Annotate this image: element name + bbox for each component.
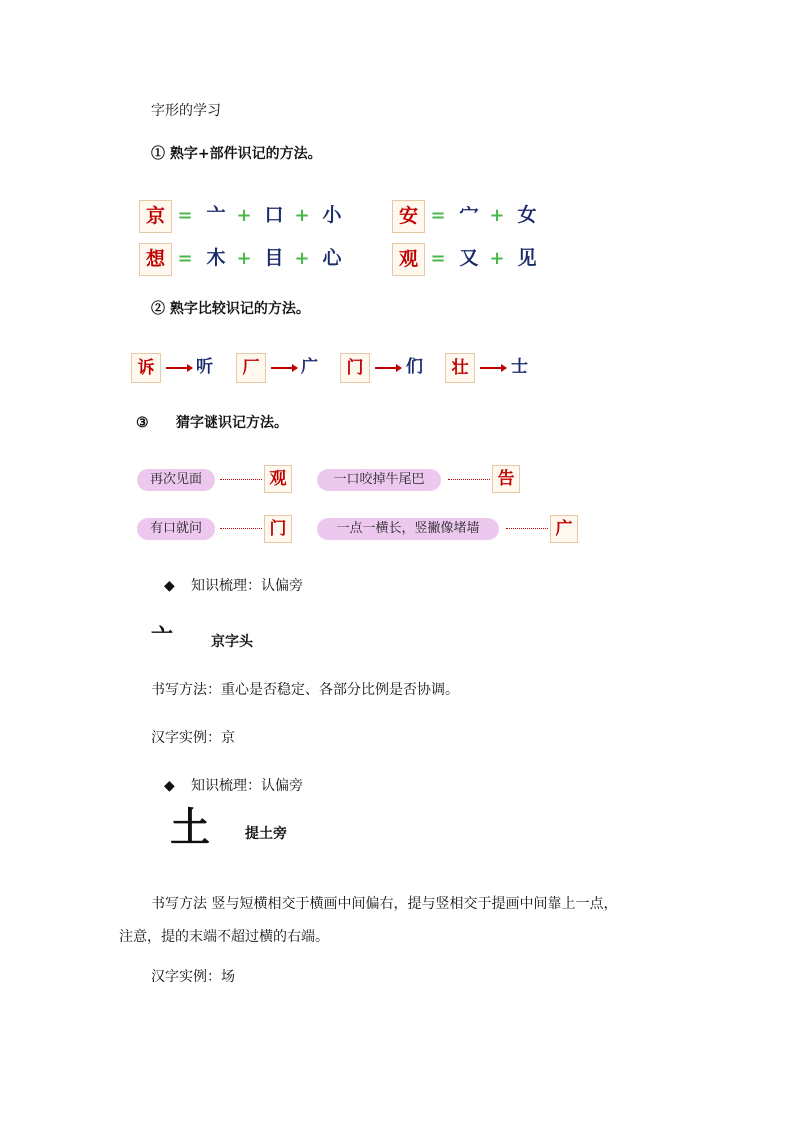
arrow-right-icon: [480, 367, 506, 369]
equals-sign: =: [177, 205, 193, 226]
dotted-connector: [506, 528, 548, 529]
compare-char: 门: [340, 353, 370, 383]
arrow-right-icon: [271, 367, 297, 369]
compare-target: 广: [301, 357, 318, 377]
component-char: 心: [322, 247, 342, 269]
compare-char: 壮: [445, 353, 475, 383]
radical-glyph: 亠: [151, 624, 174, 650]
page-title: 字形的学习: [151, 103, 221, 119]
riddle-clue: 有口就问: [137, 518, 215, 540]
component-char: 口: [264, 204, 284, 226]
equals-sign: =: [430, 248, 446, 269]
method2-heading: ② 熟字比较识记的方法。: [151, 301, 310, 317]
component-char: 木: [206, 247, 226, 269]
plus-sign: +: [236, 205, 252, 226]
target-char: 观: [392, 243, 425, 276]
component-char: 亠: [206, 204, 226, 226]
component-char: 目: [264, 247, 284, 269]
section-label: 知识梳理：认偏旁: [191, 578, 303, 594]
riddle-answer: 观: [264, 465, 292, 493]
char-example: 汉字实例：场: [151, 969, 235, 985]
method3-heading: 猜字谜识记方法。: [176, 415, 288, 431]
equals-sign: =: [430, 205, 446, 226]
target-char: 安: [392, 200, 425, 233]
target-char: 想: [139, 243, 172, 276]
plus-sign: +: [294, 248, 310, 269]
radical-name: 京字头: [211, 634, 253, 650]
radical-name: 提土旁: [245, 826, 287, 842]
section-label: 知识梳理：认偏旁: [191, 778, 303, 794]
target-char: 京: [139, 200, 172, 233]
writing-method-line1: 书写方法 竖与短横相交于横画中间偏右，提与竖相交于提画中间靠上一点，: [151, 896, 618, 912]
compare-target: 们: [406, 357, 423, 377]
bullet-icon: ◆: [164, 778, 175, 794]
plus-sign: +: [489, 205, 505, 226]
equals-sign: =: [177, 248, 193, 269]
arrow-right-icon: [166, 367, 192, 369]
writing-method-line2: 注意，提的末端不超过横的右端。: [119, 929, 329, 945]
bullet-icon: ◆: [164, 578, 175, 594]
dotted-connector: [220, 528, 262, 529]
riddle-clue: 一口咬掉牛尾巴: [317, 469, 441, 491]
compare-char: 厂: [236, 353, 266, 383]
component-char: 小: [322, 204, 342, 226]
riddle-answer: 广: [550, 515, 578, 543]
component-char: 宀: [459, 204, 479, 226]
plus-sign: +: [294, 205, 310, 226]
arrow-right-icon: [375, 367, 401, 369]
method3-number: ③: [136, 415, 149, 431]
char-example: 汉字实例：京: [151, 730, 235, 746]
method1-heading: ① 熟字+部件识记的方法。: [151, 146, 322, 162]
plus-sign: +: [489, 248, 505, 269]
writing-method: 书写方法：重心是否稳定、各部分比例是否协调。: [151, 682, 459, 698]
compare-target: 士: [511, 357, 528, 377]
dotted-connector: [448, 479, 490, 480]
riddle-clue: 再次见面: [137, 469, 215, 491]
riddle-answer: 告: [492, 465, 520, 493]
component-char: 见: [517, 247, 537, 269]
component-char: 女: [517, 204, 537, 226]
dotted-connector: [220, 479, 262, 480]
plus-sign: +: [236, 248, 252, 269]
riddle-clue: 一点一横长，竖撇像堵墙: [317, 518, 499, 540]
radical-glyph: 土: [170, 804, 210, 851]
compare-char: 诉: [131, 353, 161, 383]
compare-target: 听: [196, 357, 213, 377]
component-char: 又: [459, 247, 479, 269]
riddle-answer: 门: [264, 515, 292, 543]
